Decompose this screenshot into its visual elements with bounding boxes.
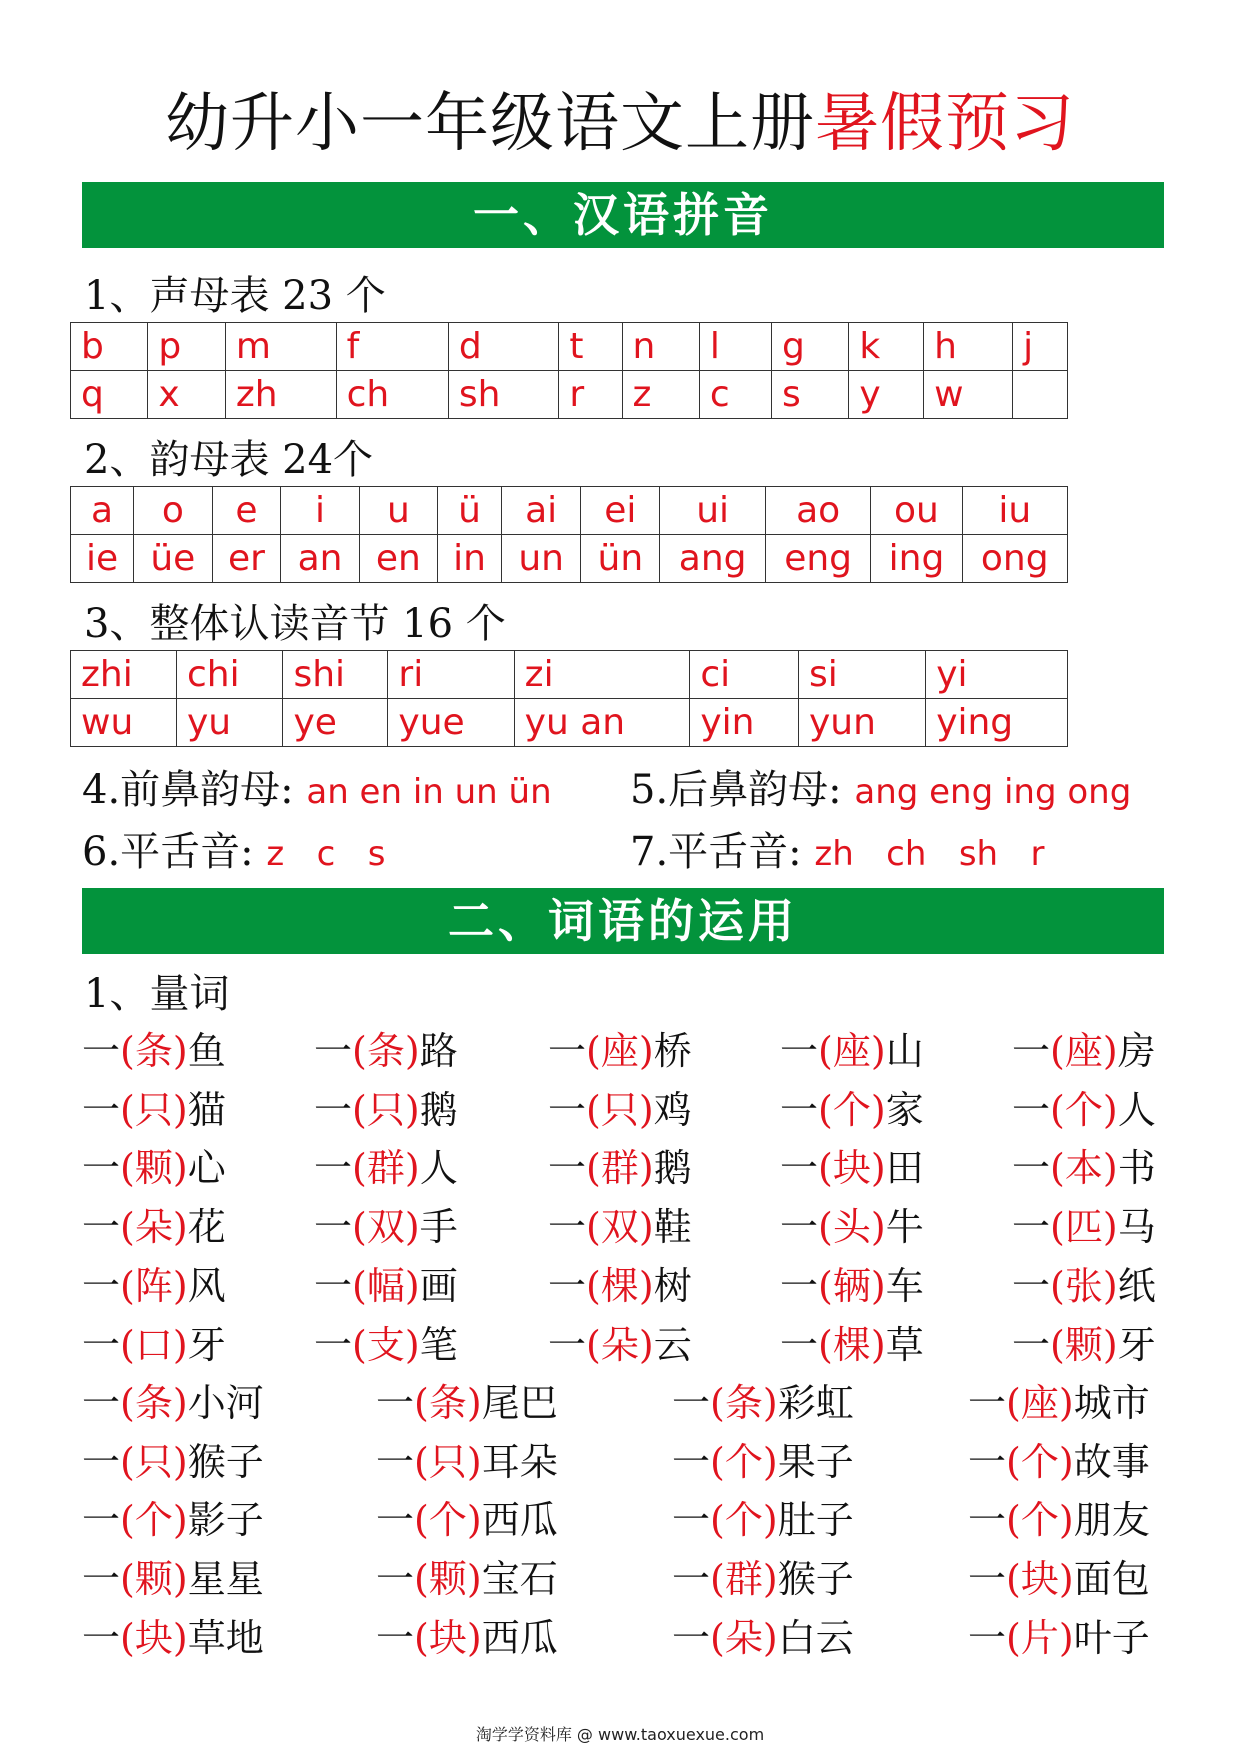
syllable-row <box>71 699 1068 747</box>
initial-cell: d <box>448 323 558 371</box>
measure-word-answer: (块) <box>414 1615 482 1660</box>
measure-word-phrase: 一(条)彩虹 <box>672 1381 854 1425</box>
noun: 手 <box>419 1205 458 1250</box>
noun: 画 <box>419 1263 458 1308</box>
measure-word-phrase: 一(朵)白云 <box>672 1615 854 1660</box>
noun: 牙 <box>1117 1322 1156 1367</box>
measure-word-answer: (幅) <box>352 1263 420 1308</box>
flat-tongue-label: 6.平舌音: <box>82 829 254 875</box>
noun: 房 <box>1117 1029 1156 1073</box>
measure-word: 条 <box>134 1029 173 1073</box>
measure-words-heading: 1、量词 <box>84 971 230 1017</box>
measure-word-answer: (双) <box>352 1205 420 1250</box>
front-nasal-finals <box>82 758 552 815</box>
measure-word-answer: (座) <box>818 1029 886 1073</box>
syllable-cell: yu <box>176 699 282 747</box>
measure-word: 座 <box>832 1029 871 1073</box>
final-cell: o <box>134 487 212 535</box>
syllable-cell: zhi <box>71 651 177 699</box>
final-cell: ie <box>71 535 134 583</box>
initial-cell: n <box>622 323 699 371</box>
measure-word-phrase: 一(头)牛 <box>780 1205 924 1250</box>
measure-word-phrase: 一(辆)车 <box>780 1263 924 1308</box>
measure-word-answer: (颗) <box>414 1557 482 1602</box>
measure-word-answer: (群) <box>710 1557 778 1602</box>
section-banner-words: 二、词语的运用 <box>82 888 1164 954</box>
initial-cell: zh <box>225 371 336 419</box>
initial-cell: r <box>559 371 622 419</box>
measure-word-answer: (只) <box>120 1439 188 1484</box>
measure-word-answer: (只) <box>586 1087 654 1132</box>
measure-word-answer: (颗) <box>120 1557 188 1602</box>
measure-word-answer: (条) <box>710 1381 778 1425</box>
measure-word-answer: (只) <box>414 1439 482 1484</box>
measure-word-answer: (个) <box>818 1087 886 1132</box>
measure-word-phrase: 一(块)草地 <box>82 1615 264 1660</box>
measure-word-phrase: 一(张)纸 <box>1012 1263 1156 1308</box>
measure-word-answer: (只) <box>120 1087 188 1132</box>
measure-word-phrase: 一(座)山 <box>780 1029 924 1073</box>
syllable-cell: si <box>799 651 926 699</box>
measure-word: 双 <box>600 1205 639 1250</box>
measure-word: 只 <box>600 1087 639 1132</box>
measure-word-answer: (条) <box>120 1381 188 1425</box>
noun: 鸡 <box>653 1087 692 1132</box>
noun: 山 <box>885 1029 924 1073</box>
measure-word-answer: (块) <box>818 1146 886 1191</box>
measure-word: 匹 <box>1064 1205 1103 1250</box>
measure-word-answer: (座) <box>1006 1381 1074 1425</box>
noun: 猴子 <box>777 1557 854 1602</box>
measure-word: 颗 <box>428 1557 467 1602</box>
measure-word: 群 <box>366 1146 405 1191</box>
initial-cell: k <box>849 323 924 371</box>
measure-word-answer: (个) <box>1006 1439 1074 1484</box>
measure-word-phrase: 一(只)鹅 <box>314 1087 458 1132</box>
measure-word-answer: (朵) <box>120 1205 188 1250</box>
measure-word: 群 <box>600 1146 639 1191</box>
syllable-cell: ye <box>283 699 388 747</box>
measure-word: 条 <box>366 1029 405 1073</box>
noun: 西瓜 <box>481 1498 558 1543</box>
measure-word-answer: (阵) <box>120 1263 188 1308</box>
measure-word-phrase: 一(群)人 <box>314 1146 458 1191</box>
final-cell: ing <box>871 535 962 583</box>
measure-word-phrase: 一(颗)心 <box>82 1146 226 1191</box>
noun: 宝石 <box>481 1557 558 1602</box>
back-nasal-finals <box>630 758 1131 815</box>
measure-word-phrase: 一(只)鸡 <box>548 1087 692 1132</box>
initial-cell: p <box>148 323 225 371</box>
measure-word-answer: (棵) <box>818 1322 886 1367</box>
initial-cell <box>1013 371 1068 419</box>
measure-word-answer: (块) <box>120 1615 188 1660</box>
measure-word-phrase: 一(个)人 <box>1012 1087 1156 1132</box>
flat-tongue-value: z c s <box>266 834 386 874</box>
back-nasal-value: ang eng ing ong <box>854 772 1132 812</box>
syllable-cell: yu an <box>514 699 690 747</box>
noun: 尾巴 <box>481 1381 558 1425</box>
measure-word-phrase: 一(个)影子 <box>82 1498 264 1543</box>
measure-word: 只 <box>428 1439 467 1484</box>
measure-word: 条 <box>428 1381 467 1425</box>
measure-word-answer: (朵) <box>710 1615 778 1660</box>
initial-cell: y <box>849 371 924 419</box>
measure-word-phrase: 一(幅)画 <box>314 1263 458 1308</box>
noun: 鞋 <box>653 1205 692 1250</box>
final-cell: ao <box>765 487 871 535</box>
measure-word-answer: (条) <box>414 1381 482 1425</box>
noun: 彩虹 <box>777 1381 854 1425</box>
measure-word-answer: (本) <box>1050 1146 1118 1191</box>
footer-watermark: 淘学学资料库 @ www.taoxuexue.com <box>475 1725 765 1744</box>
measure-word-phrase: 一(本)书 <box>1012 1146 1156 1191</box>
final-cell: ai <box>502 487 581 535</box>
initial-cell: j <box>1013 323 1068 371</box>
noun: 草 <box>885 1322 924 1367</box>
measure-word: 个 <box>428 1498 467 1543</box>
initial-row <box>71 371 1068 419</box>
front-nasal-label: 4.前鼻韵母: <box>82 767 294 813</box>
measure-word: 块 <box>134 1615 173 1660</box>
noun: 人 <box>1117 1087 1156 1132</box>
title-red-part: 暑假预习 <box>815 87 1075 161</box>
syllables-heading: 3、整体认读音节 16 个 <box>84 601 506 647</box>
measure-word-phrase: 一(个)故事 <box>968 1439 1150 1484</box>
noun: 牙 <box>187 1322 226 1367</box>
noun: 耳朵 <box>481 1439 558 1484</box>
measure-word: 棵 <box>832 1322 871 1367</box>
final-cell: ong <box>962 535 1067 583</box>
measure-word-answer: (座) <box>586 1029 654 1073</box>
measure-word-answer: (个) <box>120 1498 188 1543</box>
measure-word: 支 <box>366 1322 405 1367</box>
measure-word-phrase: 一(口)牙 <box>82 1322 226 1367</box>
initial-cell: h <box>924 323 1013 371</box>
noun: 马 <box>1117 1205 1156 1250</box>
measure-word-phrase: 一(只)猫 <box>82 1087 226 1132</box>
noun: 肚子 <box>777 1498 854 1543</box>
measure-word-phrase: 一(条)路 <box>314 1029 458 1073</box>
measure-word-answer: (张) <box>1050 1263 1118 1308</box>
measure-word-answer: (片) <box>1006 1615 1074 1660</box>
noun: 树 <box>653 1263 692 1308</box>
noun: 猴子 <box>187 1439 264 1484</box>
measure-word-phrase: 一(颗)宝石 <box>376 1557 558 1602</box>
measure-word-phrase: 一(个)果子 <box>672 1439 854 1484</box>
measure-word: 个 <box>134 1498 173 1543</box>
final-cell: er <box>212 535 281 583</box>
measure-word-phrase: 一(颗)牙 <box>1012 1322 1156 1367</box>
measure-word: 座 <box>1020 1381 1059 1425</box>
noun: 面包 <box>1073 1557 1150 1602</box>
noun: 桥 <box>653 1029 692 1073</box>
final-row <box>71 487 1068 535</box>
measure-word-phrase: 一(双)鞋 <box>548 1205 692 1250</box>
measure-word-answer: (座) <box>1050 1029 1118 1073</box>
noun: 牛 <box>885 1205 924 1250</box>
measure-word: 口 <box>134 1322 173 1367</box>
initial-cell: q <box>71 371 148 419</box>
measure-word-phrase: 一(群)猴子 <box>672 1557 854 1602</box>
measure-word: 双 <box>366 1205 405 1250</box>
noun: 田 <box>885 1146 924 1191</box>
noun: 叶子 <box>1073 1615 1150 1660</box>
initial-cell: g <box>771 323 848 371</box>
initial-cell: f <box>336 323 448 371</box>
measure-word-phrase: 一(棵)草 <box>780 1322 924 1367</box>
measure-word-phrase: 一(棵)树 <box>548 1263 692 1308</box>
page-title <box>0 72 1240 164</box>
noun: 云 <box>653 1322 692 1367</box>
measure-word-phrase: 一(群)鹅 <box>548 1146 692 1191</box>
final-cell: üe <box>134 535 212 583</box>
measure-word-answer: (条) <box>352 1029 420 1073</box>
initial-cell: t <box>559 323 622 371</box>
title-black-part: 幼升小一年级语文上册 <box>165 87 815 161</box>
noun: 白云 <box>777 1615 854 1660</box>
measure-word: 个 <box>832 1087 871 1132</box>
measure-word: 个 <box>1064 1087 1103 1132</box>
noun: 故事 <box>1073 1439 1150 1484</box>
measure-word-phrase: 一(条)尾巴 <box>376 1381 558 1425</box>
measure-word: 颗 <box>134 1557 173 1602</box>
noun: 路 <box>419 1029 458 1073</box>
noun: 花 <box>187 1205 226 1250</box>
noun: 小河 <box>187 1381 264 1425</box>
measure-word: 棵 <box>600 1263 639 1308</box>
noun: 笔 <box>419 1322 458 1367</box>
final-cell: iu <box>962 487 1067 535</box>
measure-word-phrase: 一(颗)星星 <box>82 1557 264 1602</box>
syllables-table <box>70 650 1068 747</box>
initial-row <box>71 323 1068 371</box>
noun: 鱼 <box>187 1029 226 1073</box>
noun: 风 <box>187 1263 226 1308</box>
syllable-cell: chi <box>176 651 282 699</box>
measure-word-phrase: 一(座)城市 <box>968 1381 1150 1425</box>
noun: 书 <box>1117 1146 1156 1191</box>
measure-word: 颗 <box>134 1146 173 1191</box>
final-cell: in <box>438 535 502 583</box>
measure-word-phrase: 一(块)面包 <box>968 1557 1150 1602</box>
section-banner-pinyin: 一、汉语拼音 <box>82 182 1164 248</box>
measure-word-answer: (条) <box>120 1029 188 1073</box>
measure-word: 朵 <box>724 1615 763 1660</box>
finals-table <box>70 486 1068 583</box>
initial-cell: ch <box>336 371 448 419</box>
noun: 鹅 <box>419 1087 458 1132</box>
initial-cell: b <box>71 323 148 371</box>
retroflex-label: 7.平舌音: <box>630 829 802 875</box>
measure-word-phrase: 一(个)肚子 <box>672 1498 854 1543</box>
final-cell: en <box>359 535 437 583</box>
flat-tongue-sounds <box>82 820 385 877</box>
measure-word-answer: (块) <box>1006 1557 1074 1602</box>
measure-word-phrase: 一(座)房 <box>1012 1029 1156 1073</box>
measure-word-phrase: 一(只)猴子 <box>82 1439 264 1484</box>
final-cell: an <box>281 535 359 583</box>
syllable-cell: yue <box>388 699 514 747</box>
measure-word: 阵 <box>134 1263 173 1308</box>
measure-word-answer: (个) <box>710 1498 778 1543</box>
measure-word: 座 <box>1064 1029 1103 1073</box>
noun: 心 <box>187 1146 226 1191</box>
measure-word-answer: (匹) <box>1050 1205 1118 1250</box>
measure-word-answer: (只) <box>352 1087 420 1132</box>
measure-word-answer: (棵) <box>586 1263 654 1308</box>
initials-heading: 1、声母表 23 个 <box>84 273 386 319</box>
measure-word-answer: (支) <box>352 1322 420 1367</box>
syllable-row <box>71 651 1068 699</box>
measure-word-phrase: 一(朵)花 <box>82 1205 226 1250</box>
measure-word-answer: (朵) <box>586 1322 654 1367</box>
final-row <box>71 535 1068 583</box>
syllable-cell: ying <box>926 699 1068 747</box>
finals-heading: 2、韵母表 24个 <box>84 437 374 483</box>
measure-word-phrase: 一(个)家 <box>780 1087 924 1132</box>
measure-word-answer: (双) <box>586 1205 654 1250</box>
noun: 朋友 <box>1073 1498 1150 1543</box>
measure-word-answer: (个) <box>414 1498 482 1543</box>
measure-word-phrase: 一(个)朋友 <box>968 1498 1150 1543</box>
measure-word-phrase: 一(双)手 <box>314 1205 458 1250</box>
final-cell: e <box>212 487 281 535</box>
back-nasal-label: 5.后鼻韵母: <box>630 767 842 813</box>
measure-word: 片 <box>1020 1615 1059 1660</box>
noun: 车 <box>885 1263 924 1308</box>
measure-word-phrase: 一(块)西瓜 <box>376 1615 558 1660</box>
final-cell: ou <box>871 487 962 535</box>
initial-cell: s <box>771 371 848 419</box>
measure-word-phrase: 一(条)小河 <box>82 1381 264 1425</box>
measure-word: 个 <box>1020 1498 1059 1543</box>
final-cell: un <box>502 535 581 583</box>
noun: 城市 <box>1073 1381 1150 1425</box>
measure-word-phrase: 一(个)西瓜 <box>376 1498 558 1543</box>
front-nasal-value: an en in un ün <box>306 772 552 812</box>
measure-word-answer: (口) <box>120 1322 188 1367</box>
measure-word-answer: (辆) <box>818 1263 886 1308</box>
measure-word-phrase: 一(条)鱼 <box>82 1029 226 1073</box>
measure-word: 颗 <box>1064 1322 1103 1367</box>
syllable-cell: yin <box>690 699 799 747</box>
noun: 猫 <box>187 1087 226 1132</box>
final-cell: a <box>71 487 134 535</box>
initial-cell: sh <box>448 371 558 419</box>
noun: 草地 <box>187 1615 264 1660</box>
initial-cell: l <box>699 323 771 371</box>
noun: 人 <box>419 1146 458 1191</box>
measure-word-answer: (颗) <box>120 1146 188 1191</box>
measure-word-answer: (群) <box>586 1146 654 1191</box>
measure-word: 朵 <box>134 1205 173 1250</box>
measure-word: 幅 <box>366 1263 405 1308</box>
noun: 星星 <box>187 1557 264 1602</box>
syllable-cell: wu <box>71 699 177 747</box>
noun: 家 <box>885 1087 924 1132</box>
noun: 鹅 <box>653 1146 692 1191</box>
retroflex-value: zh ch sh r <box>814 834 1045 874</box>
measure-word: 块 <box>832 1146 871 1191</box>
syllable-cell: yi <box>926 651 1068 699</box>
measure-word: 头 <box>832 1205 871 1250</box>
measure-word: 座 <box>600 1029 639 1073</box>
measure-word-phrase: 一(朵)云 <box>548 1322 692 1367</box>
measure-word-phrase: 一(块)田 <box>780 1146 924 1191</box>
measure-word: 只 <box>134 1439 173 1484</box>
measure-word-phrase: 一(只)耳朵 <box>376 1439 558 1484</box>
measure-word-phrase: 一(座)桥 <box>548 1029 692 1073</box>
measure-word: 个 <box>724 1498 763 1543</box>
measure-word: 块 <box>428 1615 467 1660</box>
final-cell: u <box>359 487 437 535</box>
measure-word-answer: (个) <box>1050 1087 1118 1132</box>
measure-word-answer: (群) <box>352 1146 420 1191</box>
final-cell: ang <box>660 535 765 583</box>
measure-word: 张 <box>1064 1263 1103 1308</box>
noun: 影子 <box>187 1498 264 1543</box>
syllable-cell: zi <box>514 651 690 699</box>
measure-word-phrase: 一(匹)马 <box>1012 1205 1156 1250</box>
measure-word: 本 <box>1064 1146 1103 1191</box>
initial-cell: m <box>225 323 336 371</box>
measure-word-phrase: 一(支)笔 <box>314 1322 458 1367</box>
measure-word: 条 <box>134 1381 173 1425</box>
initial-cell: z <box>622 371 699 419</box>
measure-word-answer: (个) <box>1006 1498 1074 1543</box>
final-cell: eng <box>765 535 871 583</box>
initials-table <box>70 322 1068 419</box>
measure-word-answer: (头) <box>818 1205 886 1250</box>
syllable-cell: ci <box>690 651 799 699</box>
measure-word: 群 <box>724 1557 763 1602</box>
measure-word: 辆 <box>832 1263 871 1308</box>
measure-word: 只 <box>134 1087 173 1132</box>
measure-word: 个 <box>724 1439 763 1484</box>
syllable-cell: ri <box>388 651 514 699</box>
initial-cell: c <box>699 371 771 419</box>
noun: 西瓜 <box>481 1615 558 1660</box>
syllable-cell: yun <box>799 699 926 747</box>
final-cell: i <box>281 487 359 535</box>
final-cell: ei <box>581 487 660 535</box>
measure-word: 条 <box>724 1381 763 1425</box>
measure-word: 个 <box>1020 1439 1059 1484</box>
measure-word-answer: (颗) <box>1050 1322 1118 1367</box>
measure-word-answer: (个) <box>710 1439 778 1484</box>
initial-cell: x <box>148 371 225 419</box>
measure-word-phrase: 一(阵)风 <box>82 1263 226 1308</box>
final-cell: ü <box>438 487 502 535</box>
syllable-cell: shi <box>283 651 388 699</box>
noun: 果子 <box>777 1439 854 1484</box>
measure-word: 只 <box>366 1087 405 1132</box>
final-cell: ün <box>581 535 660 583</box>
final-cell: ui <box>660 487 765 535</box>
measure-word-phrase: 一(片)叶子 <box>968 1615 1150 1660</box>
measure-word: 朵 <box>600 1322 639 1367</box>
noun: 纸 <box>1117 1263 1156 1308</box>
measure-word: 块 <box>1020 1557 1059 1602</box>
initial-cell: w <box>924 371 1013 419</box>
retroflex-sounds <box>630 820 1045 877</box>
